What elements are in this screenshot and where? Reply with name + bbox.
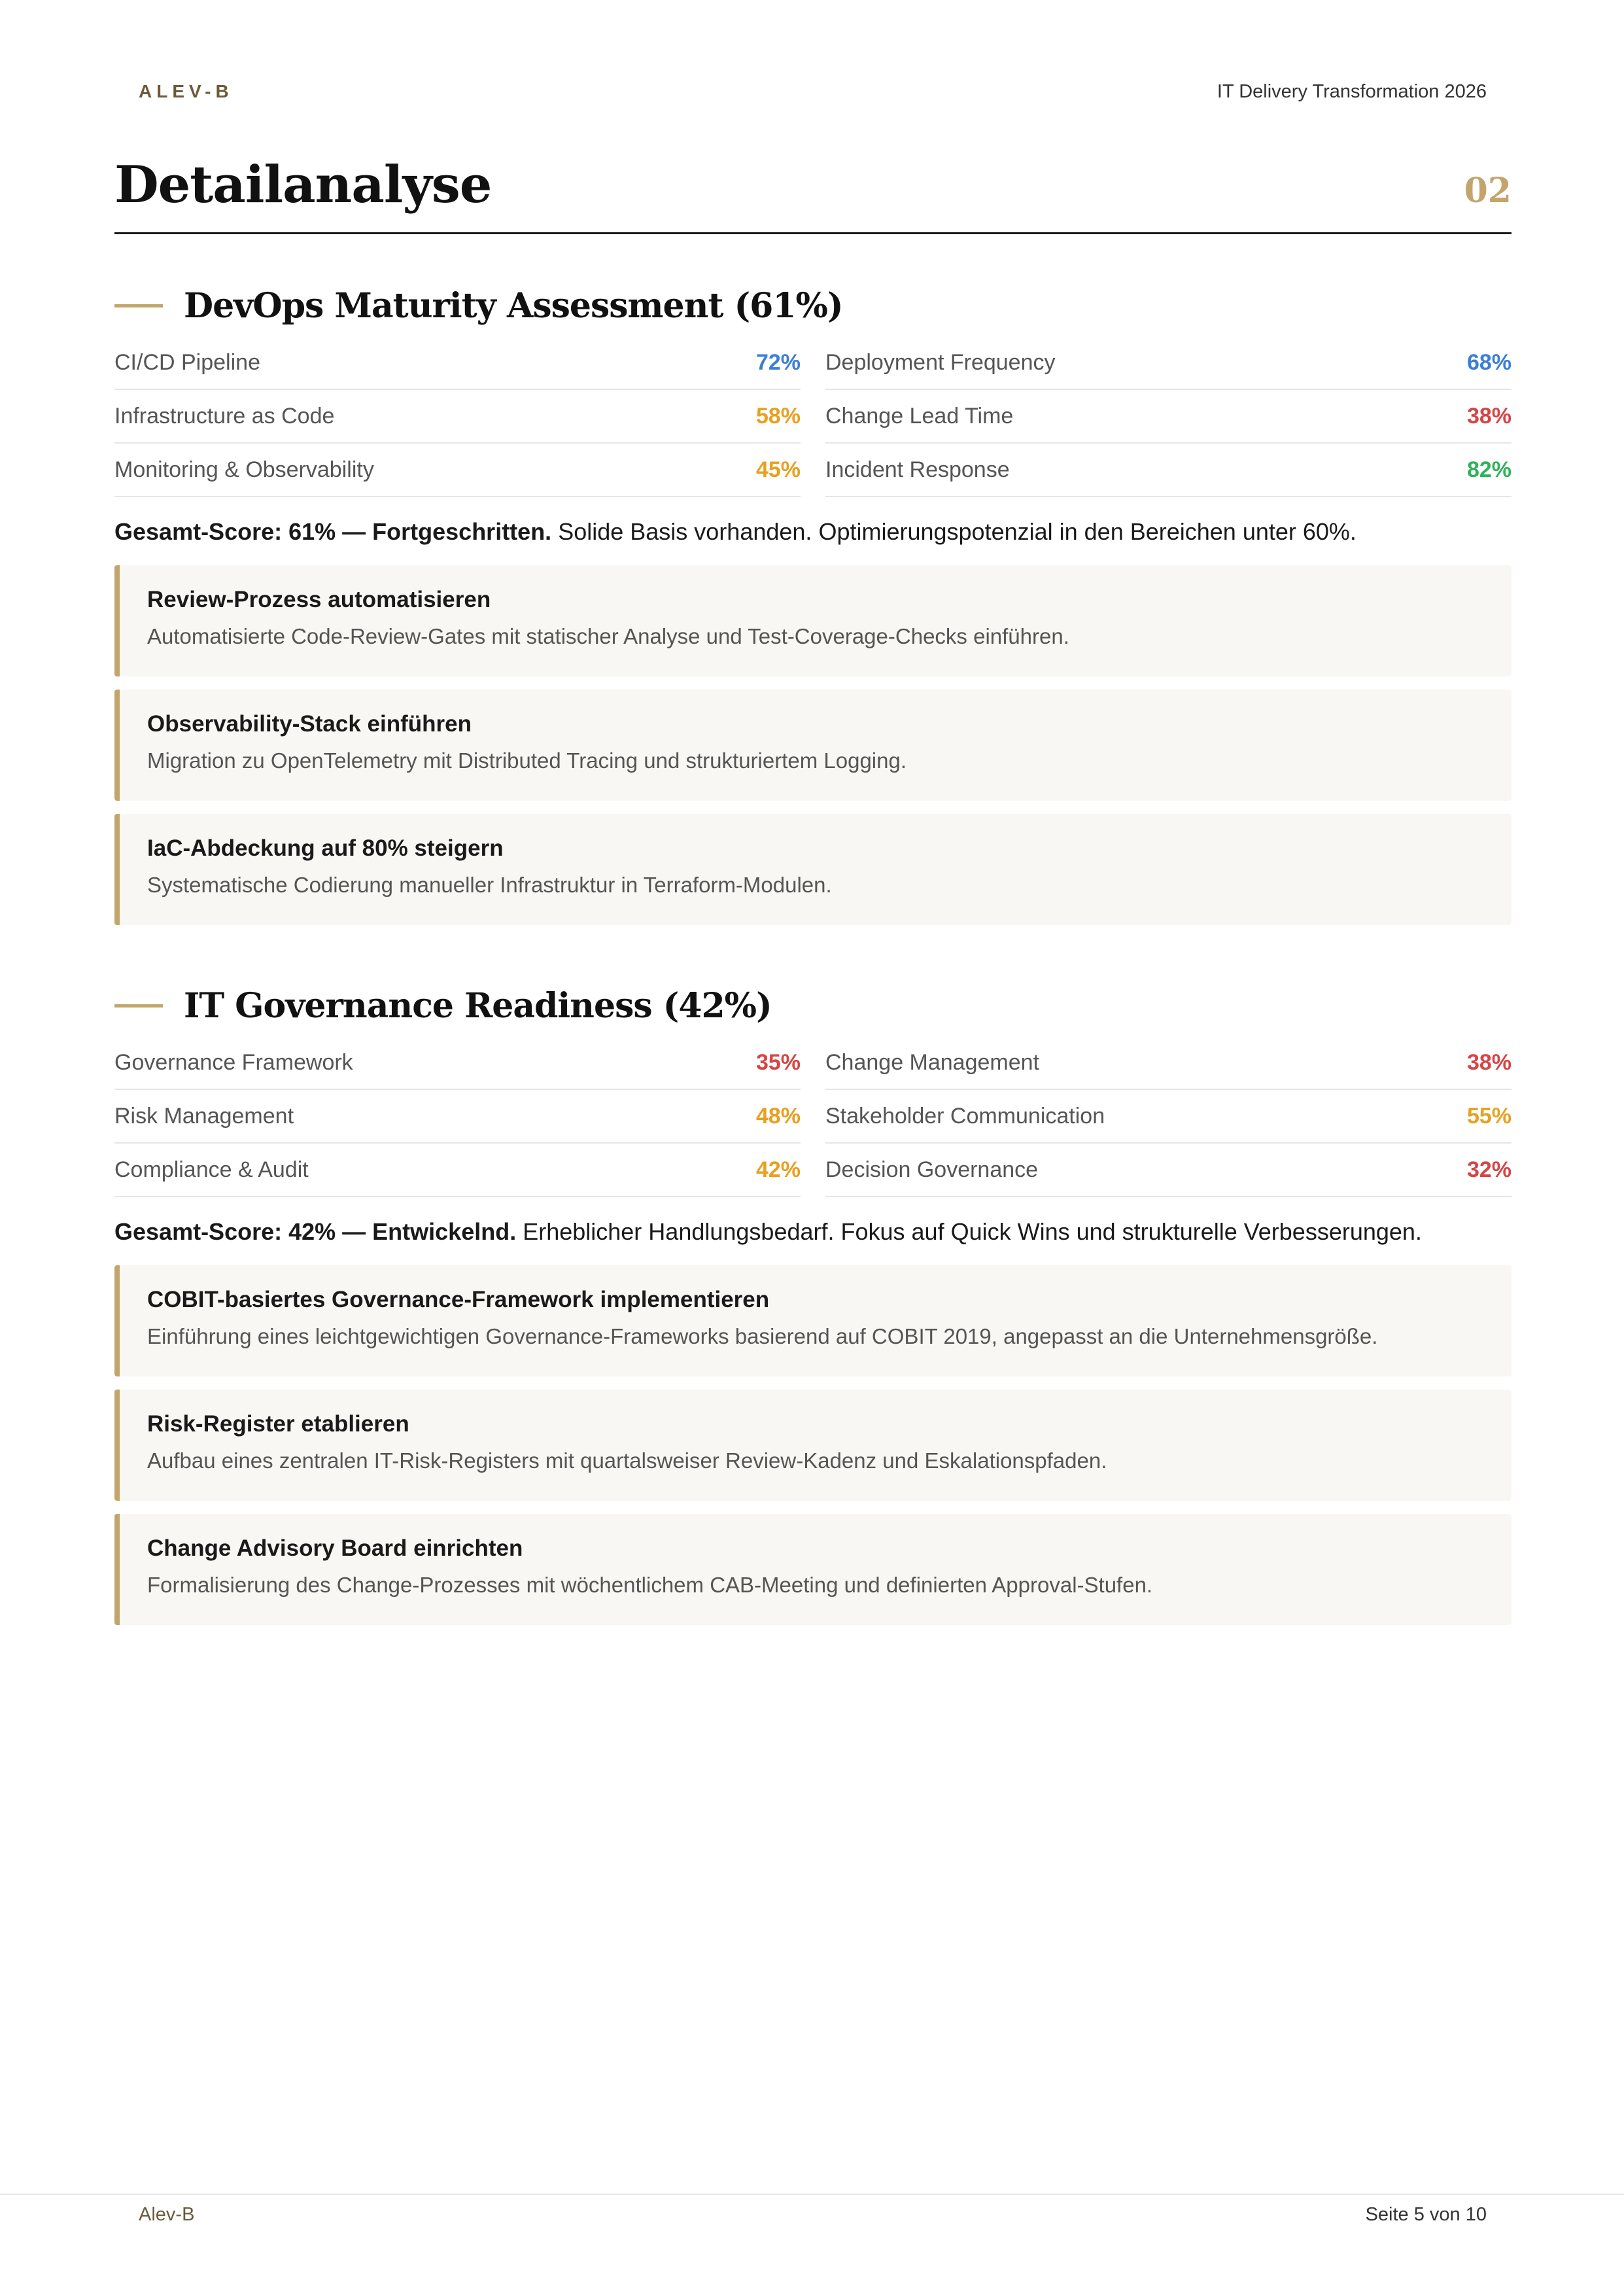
metric-label: Incident Response <box>825 457 1010 482</box>
section-accent-line <box>114 304 163 307</box>
recommendation-description: Migration zu OpenTelemetry mit Distributed Tracing und strukturiertem Logging. <box>147 748 907 773</box>
section-accent-line <box>114 1004 163 1007</box>
metric-row <box>825 1036 1512 1090</box>
recommendation-card <box>114 1265 1512 1376</box>
metric-row <box>825 444 1512 497</box>
metric-row <box>114 390 801 444</box>
page-title-row <box>114 137 1512 234</box>
recommendation-description: Automatisierte Code-Review-Gates mit statischer Analyse und Test-Coverage-Checks einführen. <box>147 624 1069 648</box>
metric-row <box>114 1144 801 1197</box>
score-summary-text: Erheblicher Handlungsbedarf. Fokus auf Quick Wins und strukturelle Verbesserungen. <box>516 1218 1422 1245</box>
recommendation-title: Observability-Stack einführen <box>147 711 472 737</box>
recommendations-list <box>114 565 1512 925</box>
footer-content <box>139 2204 1487 2226</box>
metrics-grid <box>114 1036 1512 1197</box>
metric-value: 72% <box>755 349 801 375</box>
score-summary <box>114 1216 1512 1248</box>
metric-value: 42% <box>755 1157 801 1182</box>
metrics-grid <box>114 336 1512 497</box>
recommendation-description: Systematische Codierung manueller Infrastruktur in Terraform-Modulen. <box>147 873 832 897</box>
metric-value: 45% <box>755 457 801 482</box>
metric-row <box>114 1036 801 1090</box>
metric-label: Change Management <box>825 1049 1040 1075</box>
metric-label: Change Lead Time <box>825 403 1014 429</box>
recommendation-card <box>114 690 1512 801</box>
section-title: IT Governance Readiness (42%) <box>184 985 772 1026</box>
recommendation-title: Risk-Register etablieren <box>147 1411 409 1437</box>
metric-row <box>825 1144 1512 1197</box>
recommendations-list <box>114 1265 1512 1625</box>
score-summary-bold: Gesamt-Score: 42% — Entwickelnd. <box>114 1218 517 1245</box>
metric-value: 68% <box>1466 349 1512 375</box>
page-title: Detailanalyse <box>114 155 492 215</box>
page-footer <box>0 2194 1624 2225</box>
metric-row <box>825 336 1512 390</box>
footer-brand: Alev-B <box>139 2204 195 2225</box>
section-heading <box>114 983 1512 1028</box>
page-section-number: 02 <box>1464 171 1512 211</box>
recommendation-description: Aufbau eines zentralen IT-Risk-Registers mit quartalsweiser Review-Kadenz und Eskalationspfaden. <box>147 1448 1107 1473</box>
section-governance <box>114 983 1512 1625</box>
recommendation-description: Formalisierung des Change-Prozesses mit wöchentlichem CAB-Meeting und definierten Approval-Stufen. <box>147 1573 1153 1597</box>
metric-row <box>825 390 1512 444</box>
metric-row <box>825 1090 1512 1144</box>
score-summary-bold: Gesamt-Score: 61% — Fortgeschritten. <box>114 518 552 545</box>
section-devops <box>114 283 1512 925</box>
metric-value: 38% <box>1466 403 1512 429</box>
page-header <box>139 79 1487 105</box>
metric-value: 38% <box>1466 1049 1512 1075</box>
recommendation-card <box>114 1390 1512 1501</box>
metric-label: Governance Framework <box>114 1049 353 1075</box>
metric-value: 58% <box>755 403 801 429</box>
recommendation-card <box>114 565 1512 676</box>
document-title: IT Delivery Transformation 2026 <box>1217 80 1487 102</box>
recommendation-title: COBIT-basiertes Governance-Framework implementieren <box>147 1287 770 1312</box>
metric-label: Infrastructure as Code <box>114 403 335 429</box>
brand-label: ALEV-B <box>139 81 233 101</box>
metric-value: 55% <box>1466 1103 1512 1129</box>
metric-label: Stakeholder Communication <box>825 1103 1105 1129</box>
recommendation-title: Change Advisory Board einrichten <box>147 1535 523 1561</box>
recommendation-card <box>114 1514 1512 1625</box>
metric-label: Decision Governance <box>825 1157 1039 1182</box>
metric-value: 35% <box>755 1049 801 1075</box>
metric-label: Deployment Frequency <box>825 349 1056 375</box>
footer-page-number: Seite 5 von 10 <box>1365 2204 1487 2225</box>
section-title: DevOps Maturity Assessment (61%) <box>184 285 843 326</box>
score-summary-text: Solide Basis vorhanden. Optimierungspotenzial in den Bereichen unter 60%. <box>551 518 1356 545</box>
metric-row <box>114 444 801 497</box>
metric-value: 32% <box>1466 1157 1512 1182</box>
metric-row <box>114 336 801 390</box>
recommendation-description: Einführung eines leichtgewichtigen Governance-Frameworks basierend auf COBIT 2019, angepasst an die Unternehmensgröße. <box>147 1324 1378 1348</box>
metric-label: CI/CD Pipeline <box>114 349 260 375</box>
metric-value: 48% <box>755 1103 801 1129</box>
metric-label: Compliance & Audit <box>114 1157 309 1182</box>
metric-label: Risk Management <box>114 1103 294 1129</box>
metric-row <box>114 1090 801 1144</box>
recommendation-title: IaC-Abdeckung auf 80% steigern <box>147 835 504 861</box>
metric-label: Monitoring & Observability <box>114 457 374 482</box>
score-summary <box>114 516 1512 548</box>
section-heading <box>114 283 1512 328</box>
recommendation-title: Review-Prozess automatisieren <box>147 587 491 612</box>
recommendation-card <box>114 814 1512 925</box>
metric-value: 82% <box>1466 457 1512 482</box>
